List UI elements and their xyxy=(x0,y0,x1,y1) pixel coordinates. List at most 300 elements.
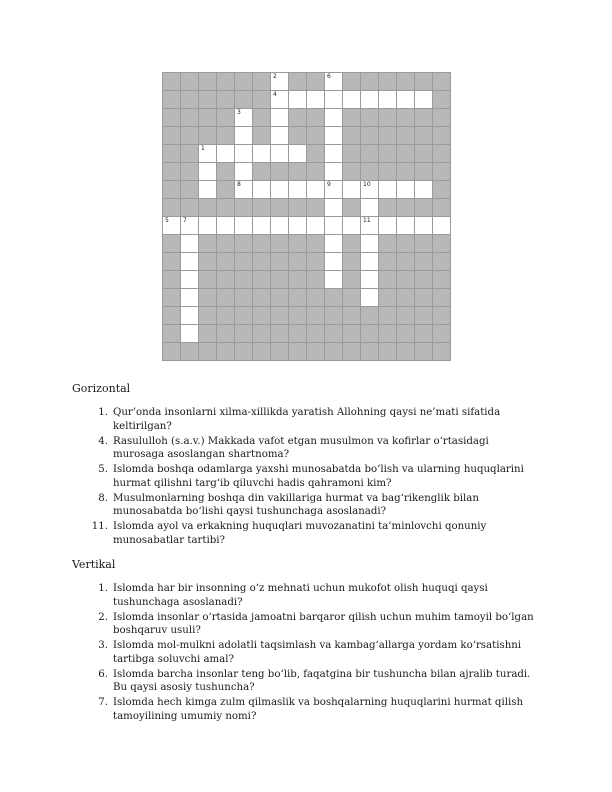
crossword-cell-blocked xyxy=(396,108,414,126)
crossword-cell-open[interactable] xyxy=(378,216,396,234)
crossword-cell-blocked xyxy=(162,252,180,270)
crossword-cell-blocked xyxy=(270,342,288,360)
clue-number: 5. xyxy=(98,464,108,475)
clue-number-label: 2 xyxy=(273,73,277,80)
crossword-cell-blocked xyxy=(342,126,360,144)
crossword-cell-blocked xyxy=(162,90,180,108)
crossword-cell-open[interactable] xyxy=(324,162,342,180)
crossword-cell-blocked xyxy=(306,126,324,144)
crossword-cell-blocked xyxy=(162,108,180,126)
clue-number-label: 1 xyxy=(201,145,205,152)
crossword-cell-blocked xyxy=(234,270,252,288)
crossword-cell-blocked xyxy=(378,342,396,360)
crossword-cell-blocked xyxy=(396,288,414,306)
crossword-cell-blocked xyxy=(270,198,288,216)
crossword-cell-open[interactable] xyxy=(324,216,342,234)
crossword-cell-blocked xyxy=(324,306,342,324)
crossword-cell-blocked xyxy=(306,342,324,360)
crossword-cell-blocked xyxy=(396,198,414,216)
crossword-cell-blocked xyxy=(432,108,450,126)
crossword-cell-open[interactable] xyxy=(360,288,378,306)
crossword-cell-blocked xyxy=(378,252,396,270)
crossword-cell-blocked xyxy=(414,270,432,288)
crossword-cell-blocked xyxy=(396,72,414,90)
crossword-cell-blocked xyxy=(432,72,450,90)
crossword-cell-open[interactable] xyxy=(234,216,252,234)
down-clue xyxy=(72,696,542,723)
crossword-cell-blocked xyxy=(180,162,198,180)
down-clue xyxy=(72,668,542,695)
crossword-cell-blocked xyxy=(162,324,180,342)
crossword-cell-open[interactable] xyxy=(432,216,450,234)
crossword-cell-open[interactable] xyxy=(180,216,198,234)
crossword-cell-blocked xyxy=(414,144,432,162)
crossword-cell-blocked xyxy=(432,198,450,216)
clue-text: Islomda insonlar o‘rtasida jamoatni barqaror qilish uchun muhim tamoyil bo‘lgan boshqaruv usuli? xyxy=(113,611,534,636)
crossword-cell-blocked xyxy=(270,288,288,306)
down-heading: Vertikal xyxy=(72,558,116,571)
crossword-cell-blocked xyxy=(414,72,432,90)
clue-number-label: 4 xyxy=(273,91,277,98)
down-clue xyxy=(72,639,542,666)
crossword-cell-open[interactable] xyxy=(270,144,288,162)
crossword-cell-open[interactable] xyxy=(360,198,378,216)
crossword-cell-blocked xyxy=(414,252,432,270)
crossword-cell-blocked xyxy=(432,144,450,162)
crossword-cell-blocked xyxy=(378,198,396,216)
crossword-cell-blocked xyxy=(396,342,414,360)
clue-number-label: 6 xyxy=(327,73,331,80)
crossword-cell-blocked xyxy=(414,126,432,144)
crossword-cell-blocked xyxy=(198,342,216,360)
crossword-cell-blocked xyxy=(432,342,450,360)
crossword-cell-blocked xyxy=(306,162,324,180)
crossword-cell-open[interactable] xyxy=(216,216,234,234)
crossword-cell-blocked xyxy=(342,234,360,252)
across-clue xyxy=(72,435,542,462)
crossword-cell-open[interactable] xyxy=(234,108,252,126)
crossword-cell-blocked xyxy=(252,324,270,342)
crossword-cell-blocked xyxy=(198,234,216,252)
crossword-cell-blocked xyxy=(234,306,252,324)
crossword-cell-blocked xyxy=(414,324,432,342)
crossword-cell-blocked xyxy=(252,342,270,360)
crossword-cell-blocked xyxy=(324,288,342,306)
down-clue-list xyxy=(72,582,542,725)
crossword-cell-blocked xyxy=(414,234,432,252)
crossword-cell-open[interactable] xyxy=(270,180,288,198)
crossword-cell-blocked xyxy=(414,162,432,180)
clue-number-label: 11 xyxy=(363,217,371,224)
crossword-cell-open[interactable] xyxy=(252,216,270,234)
clue-number: 1. xyxy=(98,407,108,418)
crossword-cell-open[interactable] xyxy=(414,216,432,234)
crossword-cell-open[interactable] xyxy=(360,90,378,108)
crossword-cell-blocked xyxy=(252,252,270,270)
crossword-cell-open[interactable] xyxy=(324,198,342,216)
across-clue xyxy=(72,492,542,519)
crossword-cell-blocked xyxy=(252,126,270,144)
crossword-cell-open[interactable] xyxy=(270,72,288,90)
crossword-cell-open[interactable] xyxy=(252,180,270,198)
crossword-cell-blocked xyxy=(270,270,288,288)
crossword-cell-blocked xyxy=(198,72,216,90)
crossword-cell-blocked xyxy=(342,270,360,288)
crossword-cell-blocked xyxy=(342,144,360,162)
crossword-cell-blocked xyxy=(360,126,378,144)
clue-text: Islomda ayol va erkakning huquqlari muvozanatini ta’minlovchi qonuniy munosabatlar tartibi? xyxy=(113,521,487,546)
crossword-cell-blocked xyxy=(270,162,288,180)
crossword-cell-blocked xyxy=(288,162,306,180)
crossword-cell-blocked xyxy=(216,72,234,90)
crossword-cell-blocked xyxy=(162,234,180,252)
crossword-cell-blocked xyxy=(378,324,396,342)
crossword-cell-blocked xyxy=(432,234,450,252)
crossword-cell-blocked xyxy=(378,288,396,306)
crossword-cell-blocked xyxy=(180,144,198,162)
crossword-cell-blocked xyxy=(306,234,324,252)
crossword-cell-blocked xyxy=(342,252,360,270)
crossword-cell-blocked xyxy=(342,108,360,126)
crossword-cell-blocked xyxy=(396,270,414,288)
crossword-cell-open[interactable] xyxy=(306,180,324,198)
crossword-cell-open[interactable] xyxy=(324,234,342,252)
crossword-cell-blocked xyxy=(396,162,414,180)
crossword-cell-blocked xyxy=(432,126,450,144)
crossword-cell-blocked xyxy=(234,90,252,108)
crossword-cell-blocked xyxy=(252,108,270,126)
crossword-cell-open[interactable] xyxy=(396,90,414,108)
crossword-cell-blocked xyxy=(360,342,378,360)
crossword-cell-blocked xyxy=(252,288,270,306)
crossword-cell-open[interactable] xyxy=(180,252,198,270)
crossword-cell-blocked xyxy=(180,198,198,216)
crossword-cell-open[interactable] xyxy=(324,72,342,90)
crossword-cell-blocked xyxy=(324,342,342,360)
crossword-cell-blocked xyxy=(306,72,324,90)
crossword-cell-open[interactable] xyxy=(270,90,288,108)
crossword-cell-blocked xyxy=(234,288,252,306)
crossword-cell-blocked xyxy=(414,108,432,126)
crossword-cell-blocked xyxy=(306,144,324,162)
clue-number: 8. xyxy=(98,492,108,504)
crossword-cell-blocked xyxy=(234,198,252,216)
clue-number: 3. xyxy=(98,640,108,651)
crossword-cell-open[interactable] xyxy=(360,180,378,198)
crossword-cell-open[interactable] xyxy=(306,90,324,108)
crossword-cell-open[interactable] xyxy=(180,306,198,324)
crossword-cell-blocked xyxy=(198,324,216,342)
crossword-cell-blocked xyxy=(198,108,216,126)
crossword-cell-blocked xyxy=(396,306,414,324)
crossword-cell-blocked xyxy=(216,342,234,360)
crossword-cell-blocked xyxy=(432,180,450,198)
crossword-cell-open[interactable] xyxy=(288,180,306,198)
crossword-cell-blocked xyxy=(234,342,252,360)
crossword-cell-blocked xyxy=(306,198,324,216)
crossword-cell-blocked xyxy=(342,72,360,90)
down-clue xyxy=(72,611,542,638)
crossword-cell-blocked xyxy=(162,72,180,90)
crossword-cell-blocked xyxy=(234,234,252,252)
crossword-cell-blocked xyxy=(162,306,180,324)
crossword-cell-open[interactable] xyxy=(270,108,288,126)
crossword-cell-open[interactable] xyxy=(396,216,414,234)
crossword-cell-blocked xyxy=(324,324,342,342)
crossword-cell-blocked xyxy=(270,306,288,324)
crossword-cell-blocked xyxy=(432,288,450,306)
crossword-cell-blocked xyxy=(432,90,450,108)
crossword-cell-blocked xyxy=(378,72,396,90)
crossword-cell-open[interactable] xyxy=(360,270,378,288)
crossword-cell-blocked xyxy=(216,252,234,270)
crossword-cell-blocked xyxy=(432,306,450,324)
clue-number-label: 7 xyxy=(183,217,187,224)
crossword-cell-blocked xyxy=(198,198,216,216)
crossword-cell-open[interactable] xyxy=(180,324,198,342)
crossword-cell-blocked xyxy=(270,252,288,270)
crossword-cell-blocked xyxy=(360,144,378,162)
crossword-cell-blocked xyxy=(216,306,234,324)
clue-text: Rasululloh (s.a.v.) Makkada vafot etgan musulmon va kofirlar o‘rtasidagi murosaga asoslangan shartnoma? xyxy=(113,435,489,460)
crossword-cell-open[interactable] xyxy=(342,180,360,198)
crossword-cell-open[interactable] xyxy=(360,234,378,252)
crossword-grid xyxy=(162,72,451,361)
clue-number: 1. xyxy=(98,583,108,594)
crossword-cell-blocked xyxy=(252,234,270,252)
crossword-cell-open[interactable] xyxy=(378,90,396,108)
crossword-cell-blocked xyxy=(198,90,216,108)
crossword-cell-blocked xyxy=(288,342,306,360)
crossword-cell-blocked xyxy=(216,126,234,144)
crossword-cell-open[interactable] xyxy=(234,126,252,144)
crossword-cell-blocked xyxy=(306,306,324,324)
crossword-cell-blocked xyxy=(360,324,378,342)
crossword-cell-blocked xyxy=(432,162,450,180)
clue-text: Islomda barcha insonlar teng bo‘lib, faqatgina bir tushuncha bilan ajralib turadi. Bu qaysi asosiy tushuncha? xyxy=(113,668,531,693)
crossword-cell-blocked xyxy=(288,72,306,90)
clue-number: 6. xyxy=(98,668,108,680)
crossword-cell-blocked xyxy=(378,234,396,252)
crossword-cell-open[interactable] xyxy=(342,90,360,108)
crossword-cell-blocked xyxy=(342,342,360,360)
crossword-cell-blocked xyxy=(342,162,360,180)
crossword-cell-blocked xyxy=(306,288,324,306)
crossword-cell-blocked xyxy=(378,162,396,180)
crossword-cell-blocked xyxy=(360,162,378,180)
crossword-cell-blocked xyxy=(180,342,198,360)
crossword-cell-blocked xyxy=(270,234,288,252)
down-clue xyxy=(72,582,542,609)
crossword-cell-blocked xyxy=(342,198,360,216)
crossword-cell-blocked xyxy=(162,270,180,288)
crossword-cell-open[interactable] xyxy=(324,270,342,288)
crossword-cell-blocked xyxy=(396,126,414,144)
crossword-cell-blocked xyxy=(342,324,360,342)
across-heading: Gorizontal xyxy=(72,382,131,395)
crossword-cell-blocked xyxy=(216,180,234,198)
crossword-cell-open[interactable] xyxy=(360,252,378,270)
crossword-cell-blocked xyxy=(396,252,414,270)
crossword-cell-blocked xyxy=(396,144,414,162)
clue-number: 11. xyxy=(91,521,108,532)
crossword-cell-open[interactable] xyxy=(306,216,324,234)
crossword-cell-blocked xyxy=(432,270,450,288)
crossword-cell-open[interactable] xyxy=(162,216,180,234)
crossword-cell-blocked xyxy=(378,144,396,162)
crossword-cell-blocked xyxy=(180,90,198,108)
crossword-cell-open[interactable] xyxy=(324,90,342,108)
crossword-cell-blocked xyxy=(288,306,306,324)
crossword-cell-blocked xyxy=(306,252,324,270)
crossword-cell-open[interactable] xyxy=(180,288,198,306)
crossword-cell-blocked xyxy=(306,324,324,342)
crossword-cell-blocked xyxy=(216,270,234,288)
crossword-cell-open[interactable] xyxy=(216,144,234,162)
crossword-cell-open[interactable] xyxy=(324,108,342,126)
crossword-cell-blocked xyxy=(198,252,216,270)
crossword-cell-blocked xyxy=(288,198,306,216)
crossword-cell-open[interactable] xyxy=(198,162,216,180)
crossword-cell-open[interactable] xyxy=(324,144,342,162)
crossword-cell-blocked xyxy=(360,108,378,126)
clue-text: Musulmonlarning boshqa din vakillariga hurmat va bag‘rikenglik bilan munosabatda bo‘lishi qaysi tushunchaga asoslanadi? xyxy=(113,492,479,517)
clue-text: Islomda mol-mulkni adolatli taqsimlash va kambag‘allarga yordam ko‘rsatishni tartibga soluvchi amal? xyxy=(113,640,522,665)
crossword-cell-blocked xyxy=(378,306,396,324)
crossword-cell-open[interactable] xyxy=(252,144,270,162)
crossword-cell-blocked xyxy=(360,306,378,324)
crossword-cell-blocked xyxy=(198,126,216,144)
crossword-cell-blocked xyxy=(270,324,288,342)
crossword-cell-blocked xyxy=(216,234,234,252)
crossword-cell-blocked xyxy=(378,270,396,288)
crossword-cell-blocked xyxy=(288,270,306,288)
crossword-cell-blocked xyxy=(162,144,180,162)
crossword-cell-blocked xyxy=(360,72,378,90)
crossword-cell-blocked xyxy=(306,270,324,288)
crossword-cell-blocked xyxy=(432,252,450,270)
crossword-cell-blocked xyxy=(342,288,360,306)
crossword-cell-blocked xyxy=(288,234,306,252)
crossword-cell-blocked xyxy=(252,162,270,180)
across-clue xyxy=(72,463,542,490)
crossword-cell-open[interactable] xyxy=(198,216,216,234)
crossword-cell-open[interactable] xyxy=(180,234,198,252)
crossword-cell-open[interactable] xyxy=(180,270,198,288)
crossword-cell-blocked xyxy=(414,198,432,216)
crossword-cell-blocked xyxy=(288,288,306,306)
crossword-cell-open[interactable] xyxy=(270,126,288,144)
across-clue xyxy=(72,520,542,547)
clue-number: 7. xyxy=(98,697,108,708)
crossword-cell-blocked xyxy=(414,342,432,360)
clue-number-label: 10 xyxy=(363,181,371,188)
crossword-cell-blocked xyxy=(180,72,198,90)
clue-text: Islomda boshqa odamlarga yaxshi munosabatda bo‘lish va ularning huquqlarini hurmat qilishni targ‘ib qiluvchi hadis qahramoni kim? xyxy=(113,464,524,489)
crossword-cell-blocked xyxy=(288,324,306,342)
crossword-cell-blocked xyxy=(252,72,270,90)
crossword-cell-blocked xyxy=(180,180,198,198)
crossword-cell-blocked xyxy=(216,324,234,342)
clue-number-label: 3 xyxy=(237,109,241,116)
crossword-cell-blocked xyxy=(288,108,306,126)
crossword-cell-open[interactable] xyxy=(360,216,378,234)
crossword-cell-blocked xyxy=(162,180,180,198)
across-clue-list xyxy=(72,406,542,549)
crossword-cell-blocked xyxy=(378,108,396,126)
crossword-cell-blocked xyxy=(288,126,306,144)
crossword-cell-blocked xyxy=(252,270,270,288)
crossword-cell-blocked xyxy=(414,288,432,306)
crossword-cell-open[interactable] xyxy=(234,162,252,180)
crossword-cell-open[interactable] xyxy=(288,144,306,162)
crossword-cell-open[interactable] xyxy=(270,216,288,234)
crossword-cell-blocked xyxy=(378,126,396,144)
clue-text: Islomda har bir insonning o‘z mehnati uchun mukofot olish huquqi qaysi tushunchaga asoslanadi? xyxy=(113,583,488,608)
crossword-cell-open[interactable] xyxy=(288,216,306,234)
crossword-cell-blocked xyxy=(162,288,180,306)
crossword-cell-open[interactable] xyxy=(342,216,360,234)
crossword-cell-blocked xyxy=(396,234,414,252)
crossword-cell-open[interactable] xyxy=(378,180,396,198)
crossword-cell-blocked xyxy=(306,108,324,126)
crossword-cell-blocked xyxy=(198,288,216,306)
crossword-cell-blocked xyxy=(342,306,360,324)
clue-text: Qur’onda insonlarni xilma-xillikda yaratish Allohning qaysi ne’mati sifatida keltirilgan? xyxy=(113,407,501,432)
crossword-cell-blocked xyxy=(414,306,432,324)
crossword-cell-blocked xyxy=(162,162,180,180)
crossword-cell-blocked xyxy=(234,252,252,270)
crossword-cell-blocked xyxy=(396,324,414,342)
crossword-cell-blocked xyxy=(216,288,234,306)
crossword-cell-open[interactable] xyxy=(234,144,252,162)
crossword-cell-blocked xyxy=(180,126,198,144)
crossword-cell-blocked xyxy=(216,90,234,108)
clue-number-label: 5 xyxy=(165,217,169,224)
crossword-cell-blocked xyxy=(162,342,180,360)
crossword-cell-blocked xyxy=(180,108,198,126)
clue-number: 2. xyxy=(98,611,108,623)
crossword-cell-open[interactable] xyxy=(414,90,432,108)
crossword-cell-blocked xyxy=(162,198,180,216)
crossword-cell-open[interactable] xyxy=(234,180,252,198)
crossword-cell-open[interactable] xyxy=(324,252,342,270)
crossword-cell-blocked xyxy=(234,324,252,342)
clue-number: 4. xyxy=(98,435,108,447)
crossword-cell-blocked xyxy=(216,108,234,126)
crossword-cell-open[interactable] xyxy=(414,180,432,198)
crossword-cell-blocked xyxy=(198,270,216,288)
crossword-cell-open[interactable] xyxy=(396,180,414,198)
crossword-cell-open[interactable] xyxy=(288,90,306,108)
clue-number-label: 8 xyxy=(237,181,241,188)
across-clue xyxy=(72,406,542,433)
crossword-cell-blocked xyxy=(234,72,252,90)
crossword-cell-open[interactable] xyxy=(198,180,216,198)
crossword-cell-blocked xyxy=(288,252,306,270)
crossword-cell-open[interactable] xyxy=(324,126,342,144)
crossword-cell-open[interactable] xyxy=(324,180,342,198)
crossword-cell-blocked xyxy=(216,162,234,180)
crossword-cell-blocked xyxy=(432,324,450,342)
clue-text: Islomda hech kimga zulm qilmaslik va boshqalarning huquqlarini hurmat qilish tamoyilining umumiy nomi? xyxy=(113,697,524,722)
crossword-cell-blocked xyxy=(198,306,216,324)
crossword-cell-open[interactable] xyxy=(198,144,216,162)
crossword-cell-blocked xyxy=(252,90,270,108)
crossword-cell-blocked xyxy=(162,126,180,144)
crossword-cell-blocked xyxy=(216,198,234,216)
crossword-cell-blocked xyxy=(252,198,270,216)
